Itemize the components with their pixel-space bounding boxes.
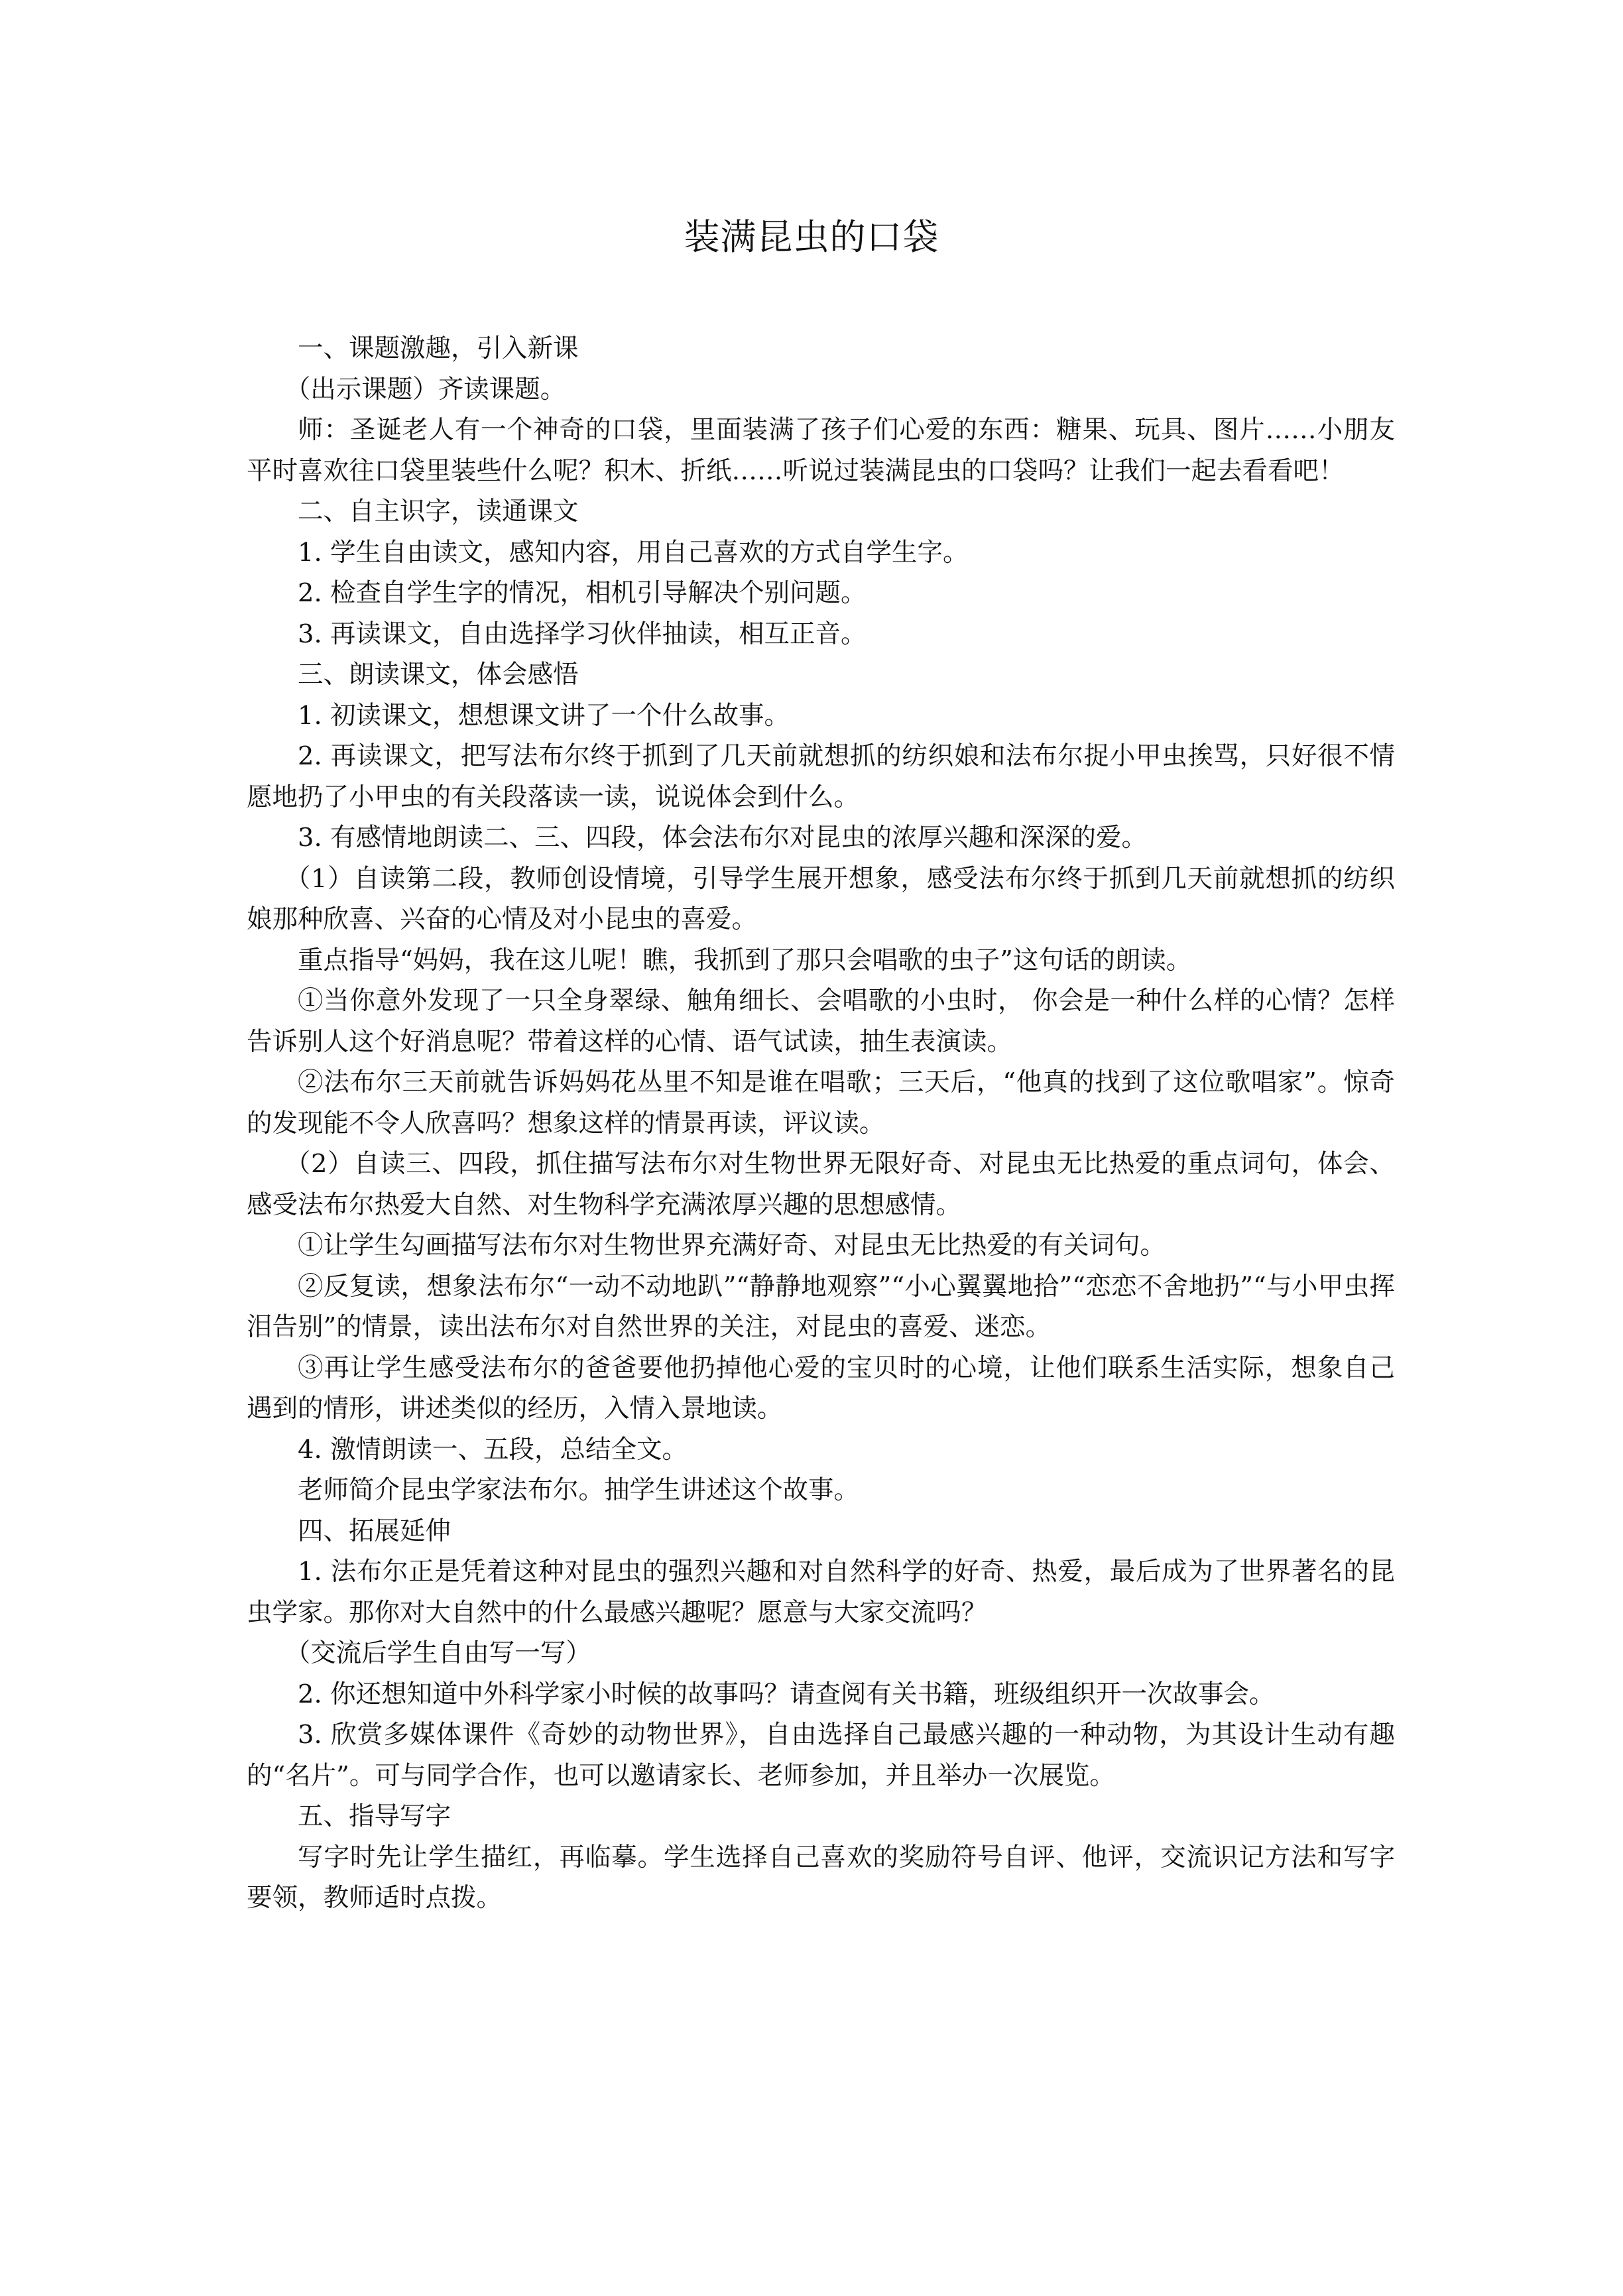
section-heading-2: 二、自主识字，读通课文 xyxy=(298,497,579,526)
sub-item: ③再让学生感受法布尔的爸爸要他扔掉他心爱的宝贝时的心境，让他们联系生活实际，想象自己遇到的情形，讲述类似的经历，入情入景地读。 xyxy=(247,1353,1395,1423)
paragraph: （出示课题）齐读课题。 xyxy=(284,374,566,404)
sub-item: （2）自读三、四段，抓住描写法布尔对生物世界无限好奇、对昆虫无比热爱的重点词句，体会、感受法布尔热爱大自然、对生物科学充满浓厚兴趣的思想感情。 xyxy=(247,1149,1395,1220)
list-item: 1. 初读课文，想想课文讲了一个什么故事。 xyxy=(298,700,790,731)
list-item: 1. 学生自由读文，感知内容，用自己喜欢的方式自学生字。 xyxy=(298,537,969,568)
section-heading-1: 一、课题激趣，引入新课 xyxy=(298,333,579,363)
list-item: 3. 再读课文，自由选择学习伙伴抽读，相互正音。 xyxy=(298,619,867,649)
paragraph: 写字时先让学生描红，再临摹。学生选择自己喜欢的奖励符号自评、他评，交流识记方法和写字要领，教师适时点拨。 xyxy=(247,1842,1395,1913)
section-heading-4: 四、拓展延伸 xyxy=(298,1516,451,1546)
section-heading-5: 五、指导写字 xyxy=(298,1801,451,1831)
paragraph: （交流后学生自由写一写） xyxy=(284,1638,591,1668)
document-body xyxy=(247,328,1395,1919)
sub-item: ①当你意外发现了一只全身翠绿、触角细长、会唱歌的小虫时， 你会是一种什么样的心情？怎样告诉别人这个好消息呢？带着这样的心情、语气试读，抽生表演读。 xyxy=(247,986,1395,1057)
paragraph: 师：圣诞老人有一个神奇的口袋，里面装满了孩子们心爱的东西：糖果、玩具、图片……小朋友平时喜欢往口袋里装些什么呢？积木、折纸……听说过装满昆虫的口袋吗？让我们一起去看看吧！ xyxy=(247,415,1395,486)
sub-item: ②反复读，想象法布尔“一动不动地趴”“静静地观察”“小心翼翼地拾”“恋恋不舍地扔”“与小甲虫挥泪告别”的情景，读出法布尔对自然世界的关注，对昆虫的喜爱、迷恋。 xyxy=(247,1271,1395,1342)
paragraph: 重点指导“妈妈，我在这儿呢！瞧，我抓到了那只会唱歌的虫子”这句话的朗读。 xyxy=(298,945,1192,975)
list-item: 2. 检查自学生字的情况，相机引导解决个别问题。 xyxy=(298,578,867,608)
list-item: 3. 欣赏多媒体课件《奇妙的动物世界》，自由选择自己最感兴趣的一种动物，为其设计生动有趣的“名片”。可与同学合作，也可以邀请家长、老师参加，并且举办一次展览。 xyxy=(247,1720,1395,1791)
list-item: 2. 再读课文，把写法布尔终于抓到了几天前就想抓的纺织娘和法布尔捉小甲虫挨骂，只好很不情愿地扔了小甲虫的有关段落读一读，说说体会到什么。 xyxy=(247,741,1395,812)
list-item: 2. 你还想知道中外科学家小时候的故事吗？请查阅有关书籍，班级组织开一次故事会。 xyxy=(298,1679,1275,1709)
list-item: 4. 激情朗读一、五段，总结全文。 xyxy=(298,1434,688,1465)
sub-item: ①让学生勾画描写法布尔对生物世界充满好奇、对昆虫无比热爱的有关词句。 xyxy=(298,1231,1166,1260)
sub-item: （1）自读第二段，教师创设情境，引导学生展开想象，感受法布尔终于抓到几天前就想抓的纺织娘那种欣喜、兴奋的心情及对小昆虫的喜爱。 xyxy=(247,863,1395,934)
section-heading-3: 三、朗读课文，体会感悟 xyxy=(298,660,579,690)
sub-item: ②法布尔三天前就告诉妈妈花丛里不知是谁在唱歌；三天后，“他真的找到了这位歌唱家”。惊奇的发现能不令人欣喜吗？想象这样的情景再读，评议读。 xyxy=(247,1067,1395,1138)
paragraph: 老师简介昆虫学家法布尔。抽学生讲述这个故事。 xyxy=(298,1475,860,1505)
document-title: 装满昆虫的口袋 xyxy=(684,216,939,258)
list-item: 1. 法布尔正是凭着这种对昆虫的强烈兴趣和对自然科学的好奇、热爱，最后成为了世界著名的昆虫学家。那你对大自然中的什么最感兴趣呢？愿意与大家交流吗？ xyxy=(247,1557,1395,1628)
list-item: 3. 有感情地朗读二、三、四段，体会法布尔对昆虫的浓厚兴趣和深深的爱。 xyxy=(298,823,1147,853)
